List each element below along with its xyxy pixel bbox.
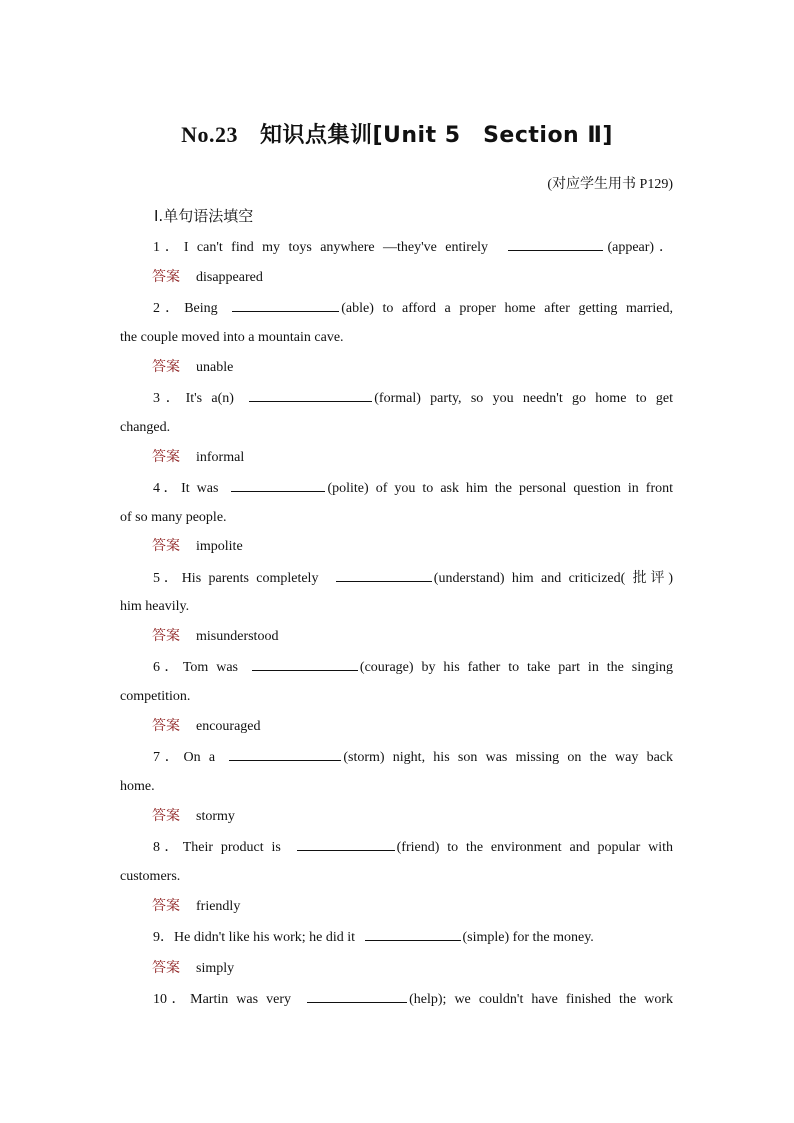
answer-7 [152, 807, 235, 826]
question-6 [120, 658, 673, 677]
question-number: 1． [153, 240, 184, 255]
answer-tag: 答案 [152, 718, 180, 734]
question-text: (polite) of you to ask him the personal question in front [327, 481, 674, 496]
answer-blank [297, 838, 395, 851]
answer-text: friendly [196, 899, 241, 914]
question-5-cont: him heavily. [120, 599, 190, 614]
question-text: (simple) for the money. [462, 930, 594, 945]
question-4-cont: of so many people. [120, 510, 227, 525]
question-text: Being [184, 301, 227, 316]
question-9 [120, 928, 673, 947]
question-number: 5． [153, 571, 182, 586]
answer-blank [252, 658, 358, 671]
question-8-cont: customers. [120, 869, 181, 884]
answer-4 [152, 537, 243, 556]
answer-text: encouraged [196, 719, 261, 734]
question-3-cont: changed. [120, 420, 171, 435]
answer-blank [232, 299, 339, 312]
question-6-cont: competition. [120, 689, 191, 704]
question-7 [120, 748, 673, 767]
answer-tag: 答案 [152, 359, 180, 375]
answer-blank [249, 389, 372, 402]
exercise-number: No.23 [181, 122, 238, 147]
question-text: (storm) night, his son was missing on the way back [343, 750, 674, 765]
question-text: (understand) him and criticized( 批评) [433, 571, 673, 586]
question-2 [120, 299, 673, 318]
question-text: I can't find my toys anywhere —they've entirely [183, 240, 497, 255]
question-number: 2． [153, 301, 185, 316]
question-text: (friend) to the environment and popular with [396, 840, 674, 855]
question-5 [120, 569, 673, 588]
question-number: 10． [153, 992, 191, 1007]
answer-2 [152, 358, 233, 377]
answer-text: simply [196, 961, 235, 976]
page-title [0, 118, 794, 149]
question-7-cont: home. [120, 779, 155, 794]
answer-text: informal [196, 450, 245, 465]
question-text: It's a(n) [185, 391, 244, 406]
question-text: He didn't like his work; he did it [174, 930, 359, 945]
question-text: (courage) by his father to take part in the singing [359, 660, 673, 675]
question-text: His parents completely [181, 571, 326, 586]
question-3 [120, 389, 673, 408]
answer-blank [307, 990, 407, 1003]
answer-1 [152, 268, 263, 287]
question-text: On a [183, 750, 224, 765]
question-1 [120, 238, 673, 257]
question-text: It was [181, 481, 226, 496]
answer-blank [508, 238, 603, 251]
question-2-cont: the couple moved into a mountain cave. [120, 330, 344, 345]
question-number: 6． [153, 660, 183, 675]
answer-tag: 答案 [152, 269, 180, 285]
answer-tag: 答案 [152, 449, 180, 465]
question-number: 8． [153, 840, 183, 855]
question-8 [120, 838, 673, 857]
book-reference: (对应学生用书 P129) [547, 177, 673, 192]
question-text: (formal) party, so you needn't go home to get [374, 391, 673, 406]
question-text: Martin was very [190, 992, 300, 1007]
question-text: Tom was [182, 660, 246, 675]
answer-5 [152, 627, 278, 646]
question-text: (help); we couldn't have finished the work [409, 992, 673, 1007]
question-text: Their product is [182, 840, 289, 855]
answer-text: stormy [196, 809, 235, 824]
answer-blank [365, 928, 461, 941]
question-number: 4． [153, 481, 182, 496]
answer-tag: 答案 [152, 538, 180, 554]
question-number: 7． [153, 750, 184, 765]
exercise-title: 知识点集训[Unit 5 Section Ⅱ] [259, 123, 613, 148]
answer-6 [152, 717, 261, 736]
answer-blank [231, 479, 325, 492]
question-text: (able) to afford a proper home after getting married, [341, 301, 673, 316]
answer-text: misunderstood [196, 629, 279, 644]
answer-text: impolite [196, 539, 243, 554]
answer-tag: 答案 [152, 808, 180, 824]
question-number: 9． [153, 930, 174, 945]
answer-tag: 答案 [152, 898, 180, 914]
question-4 [120, 479, 673, 498]
answer-3 [152, 448, 244, 467]
answer-9 [152, 959, 234, 978]
question-number: 3． [153, 391, 186, 406]
answer-text: unable [196, 360, 234, 375]
question-text: (appear)． [607, 240, 674, 255]
section-heading: Ⅰ.单句语法填空 [154, 207, 254, 225]
answer-tag: 答案 [152, 960, 180, 976]
answer-8 [152, 897, 240, 916]
answer-text: disappeared [196, 270, 263, 285]
answer-tag: 答案 [152, 628, 180, 644]
question-10 [120, 990, 673, 1009]
answer-blank [336, 569, 432, 582]
answer-blank [229, 748, 341, 761]
